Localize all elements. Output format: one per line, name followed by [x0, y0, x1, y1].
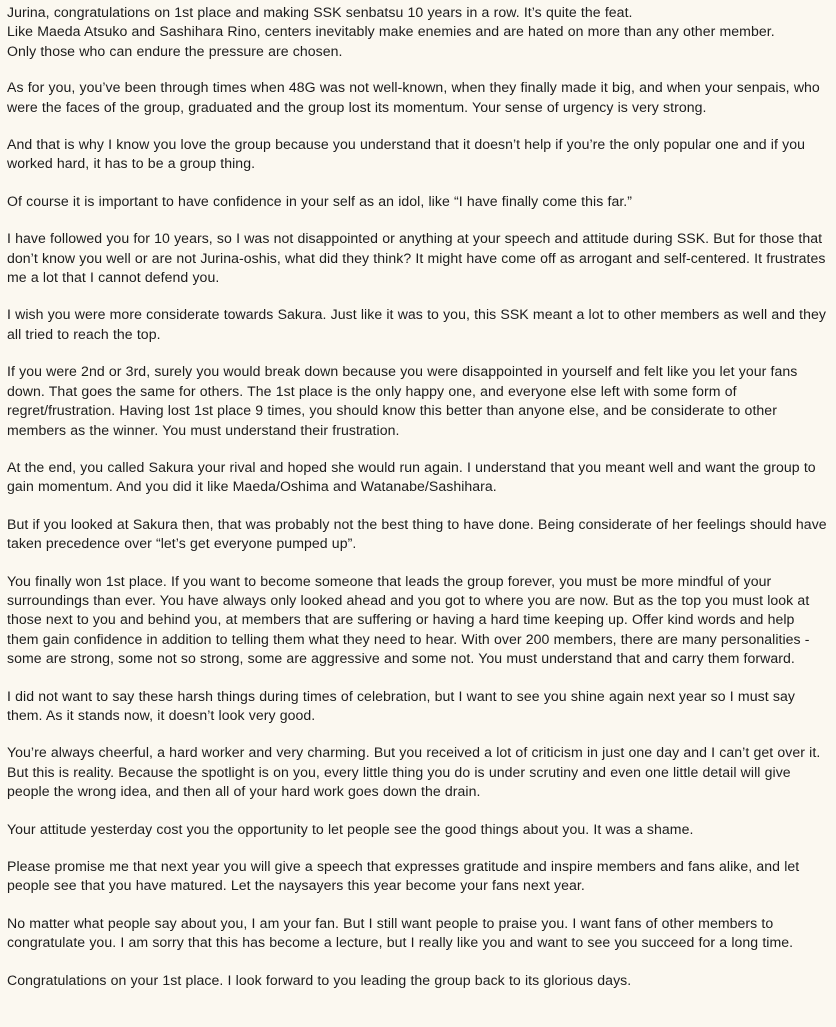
- paragraph: I have followed you for 10 years, so I was not disappointed or anything at your speech and attitude during SSK. But for those that don’t know you well or are not Jurina-oshis, what did they think? It might have come off as arrogant and self-centered. It frustrates me a lot that I cannot defend you.: [7, 230, 826, 286]
- paragraph-closing: Congratulations on your 1st place. I look forward to you leading the group back to its glorious days.: [7, 971, 632, 988]
- paragraph: You finally won 1st place. If you want to become someone that leads the group forever, you must be more mindful of your surroundings than ever. You have always only looked ahead and you got to where you are now. But as the top you must look at those next to you and behind you, at members that are suffering or having a hard time keeping up. Offer kind words and help them gain confidence in addition to telling them what they need to hear. With over 200 members, there are many personalities - some are strong, some not so strong, some are aggressive and some not. You must understand that and carry them forward.: [7, 572, 810, 667]
- paragraph: And that is why I know you love the group because you understand that it doesn’t help if you’re the only popular one and if you worked hard, it has to be a group thing.: [7, 136, 805, 172]
- paragraph: If you were 2nd or 3rd, surely you would break down because you were disappointed in yourself and felt like you let your fans down. That goes the same for others. The 1st place is the only happy one, and everyone else left with some form of regret/frustration. Having lost 1st place 9 times, you should know this better than anyone else, and be considerate to other members as the winner. You must understand their frustration.: [7, 363, 798, 438]
- opening-line-1: Jurina, congratulations on 1st place and making SSK senbatsu 10 years in a row. It’s quite the feat.: [7, 4, 633, 20]
- paragraph: At the end, you called Sakura your rival and hoped she would run again. I understand that you meant well and want the group to gain momentum. And you did it like Maeda/Oshima and Watanabe/Sashihara.: [7, 458, 816, 495]
- paragraph: Your attitude yesterday cost you the opportunity to let people see the good things about you. It was a shame.: [7, 820, 694, 837]
- paragraph: I wish you were more considerate towards Sakura. Just like it was to you, this SSK meant a lot to other members as well and they all tried to reach the top.: [7, 306, 827, 342]
- paragraph: I did not want to say these harsh things during times of celebration, but I want to see you shine again next year so I must say them. As it stands now, it doesn’t look very good.: [7, 687, 795, 723]
- paragraph: But if you looked at Sakura then, that was probably not the best thing to have done. Being considerate of her feelings should have taken precedence over “let’s get everyone pumped up”.: [7, 515, 827, 552]
- paragraph: Please promise me that next year you will give a speech that expresses gratitude and inspire members and fans alike, and let people see that you have matured. Let the naysayers this year become your fans next year.: [7, 858, 800, 894]
- opening-line-3: Only those who can endure the pressure are chosen.: [7, 42, 343, 59]
- paragraph: As for you, you’ve been through times when 48G was not well-known, when they finally made it big, and when your senpais, who were the faces of the group, graduated and the group lost its momentum. Your sense of urgency is very strong.: [7, 79, 820, 115]
- paragraph: You’re always cheerful, a hard worker and very charming. But you received a lot of criticism in just one day and I can’t get over it. But this is reality. Because the spotlight is on you, every little thing you do is under scrutiny and even one little detail will give people the wrong idea, and then all of your hard work goes down the drain.: [7, 744, 821, 800]
- paragraph: Of course it is important to have confidence in your self as an idol, like “I have finally come this far.”: [7, 192, 633, 209]
- paragraph-opening: [7, 3, 828, 61]
- paragraph: No matter what people say about you, I am your fan. But I still want people to praise you. I want fans of other members to congratulate you. I am sorry that this has become a lecture, but I really like you and want to see you succeed for a long time.: [7, 914, 794, 951]
- opening-line-2: Like Maeda Atsuko and Sashihara Rino, centers inevitably make enemies and are hated on more than any other member.: [7, 23, 775, 40]
